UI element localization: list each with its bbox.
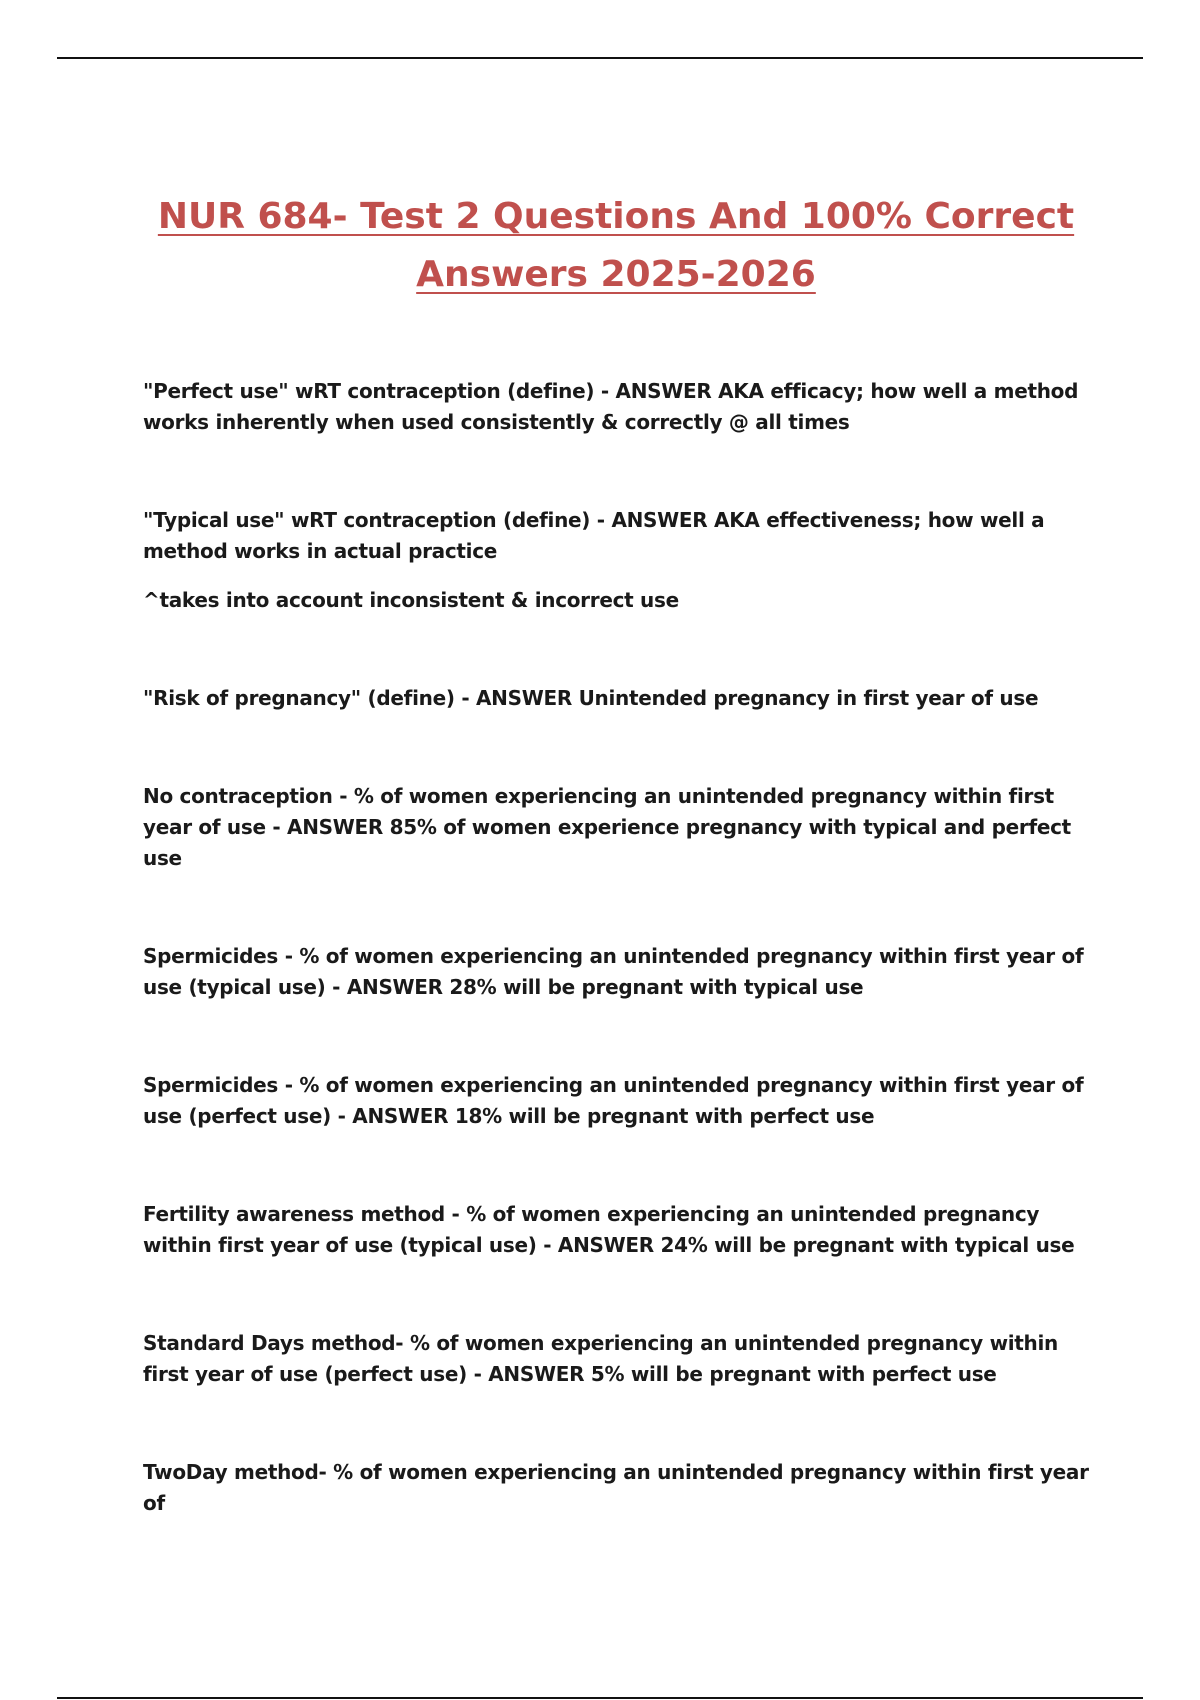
qa-entry-twoday-method: TwoDay method- % of women experiencing an unintended pregnancy within first year of — [143, 1460, 1089, 1515]
qa-entry-spermicides-perfect: Spermicides - % of women experiencing an unintended pregnancy within first year of use (perfect use) - ANSWER 18% will be pregnant with perfect use — [143, 1073, 1084, 1128]
footer-rule — [57, 1697, 1143, 1699]
qa-entry-spermicides-typical: Spermicides - % of women experiencing an unintended pregnancy within first year of use (typical use) - ANSWER 28% will be pregnant with typical use — [143, 944, 1084, 999]
qa-entry-standard-days: Standard Days method- % of women experiencing an unintended pregnancy within first year of use (perfect use) - ANSWER 5% will be pregnant with perfect use — [143, 1331, 1058, 1386]
qa-entry-no-contraception: No contraception - % of women experiencing an unintended pregnancy within first year of use - ANSWER 85% of women experience pregnancy with typical and perfect use — [143, 784, 1071, 870]
title-line-2: Answers 2025-2026 — [416, 254, 816, 295]
qa-entry-fertility-awareness: Fertility awareness method - % of women experiencing an unintended pregnancy within first year of use (typical use) - ANSWER 24% will be pregnant with typical use — [143, 1202, 1075, 1257]
title-line-1: NUR 684- Test 2 Questions And 100% Correct — [157, 196, 1075, 237]
header-rule — [57, 57, 1143, 59]
qa-entry-perfect-use: "Perfect use" wRT contraception (define) - ANSWER AKA efficacy; how well a method works inherently when used consistently & correctly @ all times — [143, 379, 1079, 434]
qa-entry-risk-of-pregnancy: "Risk of pregnancy" (define) - ANSWER Unintended pregnancy in first year of use — [143, 686, 1039, 710]
qa-entry-typical-use-note: ^takes into account inconsistent & incorrect use — [143, 588, 679, 612]
qa-list — [143, 376, 1093, 1519]
document-title — [100, 188, 1132, 304]
qa-entry-typical-use: "Typical use" wRT contraception (define) - ANSWER AKA effectiveness; how well a method works in actual practice — [143, 508, 1045, 563]
